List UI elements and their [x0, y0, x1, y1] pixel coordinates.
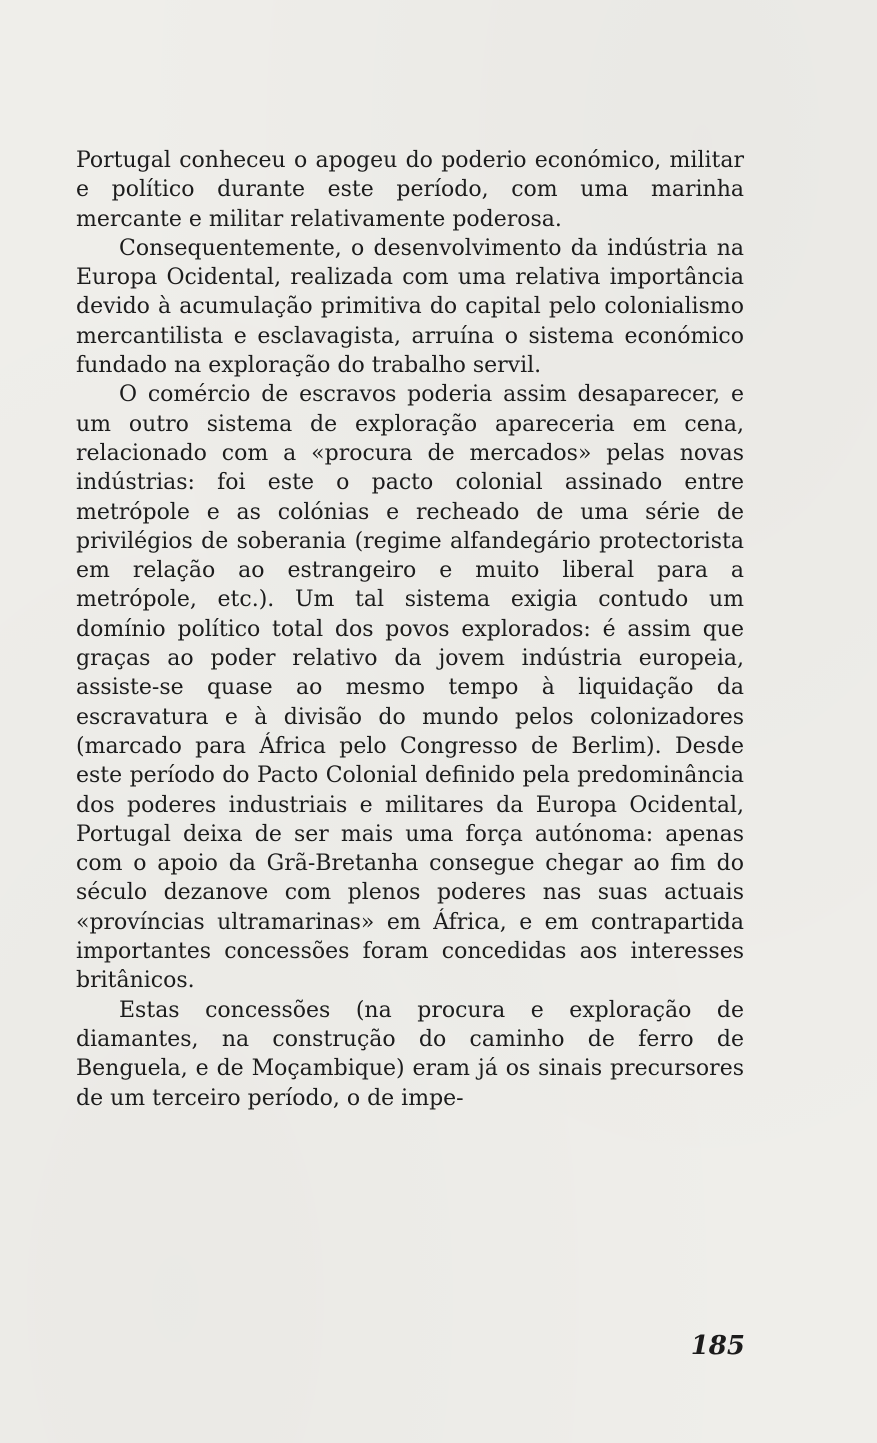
paragraph-4: Estas concessões (na procura e exploração de diamantes, na construção do caminho de ferro de Benguela, e de Moçambique) eram já os sinais precursores de um terceiro período, o de impe- [76, 997, 744, 1111]
paragraph-2: Consequentemente, o desenvolvimento da indústria na Europa Ocidental, realizada com uma relativa importância devido à acumulação primitiva do capital pelo colonialismo mercantilista e esclavagista, arruína o sistema económico fundado na exploração do trabalho servil. [76, 235, 744, 379]
page-number: 185 [690, 1331, 745, 1361]
paragraph-1: Portugal conheceu o apogeu do poderio económico, militar e político durante este período, com uma marinha mercante e militar relativamente poderosa. [76, 148, 744, 232]
paragraph-3: O comércio de escravos poderia assim desaparecer, e um outro sistema de exploração apareceria em cena, relacionado com a «procura de mercados» pelas novas indústrias: foi este o pacto colonial assinado entre metrópole e as colónias e recheado de uma série de privilégios de soberania (regime alfandegário protectorista em relação ao estrangeiro e muito liberal para a metrópole, etc.). Um tal sistema exigia contudo um domínio político total dos povos explorados: é assim que graças ao poder relativo da jovem indústria europeia, assiste-se quase ao mesmo tempo à liquidação da escravatura e à divisão do mundo pelos colonizadores (marcado para África pelo Congresso de Berlim). Desde este período do Pacto Colonial definido pela predominância dos poderes industriais e militares da Europa Ocidental, Portugal deixa de ser mais uma força autónoma: apenas com o apoio da Grã-Bretanha consegue chegar ao fim do século dezanove com plenos poderes nas suas actuais «províncias ultramarinas» em África, e em contrapartida importantes concessões foram concedidas aos interesses britânicos. [76, 382, 744, 994]
body-text [76, 146, 744, 1113]
